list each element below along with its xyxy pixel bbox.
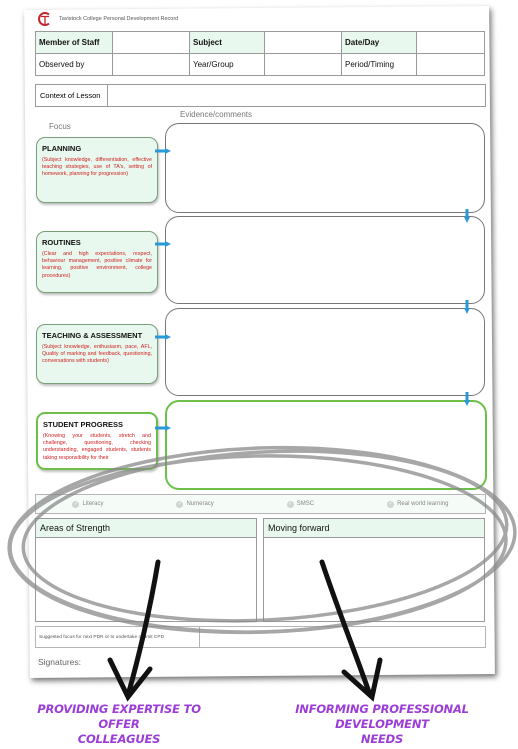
- caption-right-line1: INFORMING PROFESSIONAL DEVELOPMENT: [295, 702, 469, 731]
- observed-by-label: Observed by: [36, 54, 113, 76]
- check-label: Real world learning: [397, 501, 449, 507]
- caption-right-line2: NEEDS: [360, 732, 404, 746]
- caption-left: [24, 702, 214, 747]
- year-group-label: Year/Group: [190, 54, 265, 76]
- signatures-label: Signatures:: [38, 657, 81, 667]
- focus-title: ROUTINES: [42, 238, 81, 247]
- context-label: Context of Lesson: [36, 85, 108, 106]
- check-icon: ✓: [177, 501, 183, 507]
- focus-title: STUDENT PROGRESS: [43, 420, 124, 429]
- areas-of-strength-heading: Areas of Strength: [36, 519, 256, 538]
- check-label: Numeracy: [186, 501, 214, 507]
- header-title: Tavistock College Personal Development Record: [59, 16, 179, 22]
- focus-description: (Clear and high expectations, respect, behaviour management, positive climate for learning, positive environment, college procedures): [42, 251, 152, 279]
- check-label: Literacy: [82, 501, 104, 507]
- scribble-ellipse: [6, 439, 518, 641]
- focus-description: (Knowing your students, stretch and challenge, questioning, checking understanding, engaged students, students taking responsibility for their: [43, 433, 151, 461]
- period-timing-label: Period/Timing: [342, 54, 417, 76]
- suggested-focus-label: Suggested focus for next PDR or to undertake or limit CPD: [36, 627, 200, 647]
- evidence-column-label: Evidence/comments: [180, 110, 253, 119]
- check-icon: ✓: [73, 501, 79, 507]
- caption-right: [256, 702, 508, 747]
- check-label: SMSC: [296, 501, 315, 507]
- focus-title: TEACHING & ASSESSMENT: [42, 331, 143, 340]
- member-of-staff-label: Member of Staff: [36, 32, 113, 54]
- subject-label: Subject: [190, 32, 265, 54]
- check-icon: ✓: [388, 501, 393, 507]
- focus-column-label: Focus: [49, 122, 71, 131]
- focus-description: (Subject knowledge, enthusiasm, pace, AFL, Quality of marking and feedback, questioning, conversations with students): [42, 344, 152, 365]
- check-icon: ✓: [288, 501, 293, 507]
- moving-forward-heading: Moving forward: [264, 519, 484, 538]
- focus-description: (Subject knowledge, differentiation, effective teaching strategies, use of TA's, setting of homework, planning for progression): [42, 157, 152, 178]
- date-day-label: Date/Day: [342, 32, 417, 54]
- caption-left-line1: PROVIDING EXPERTISE TO OFFER: [37, 702, 201, 731]
- focus-title: PLANNING: [42, 144, 82, 153]
- caption-left-line2: COLLEAGUES: [77, 732, 161, 746]
- arrows: [110, 562, 380, 697]
